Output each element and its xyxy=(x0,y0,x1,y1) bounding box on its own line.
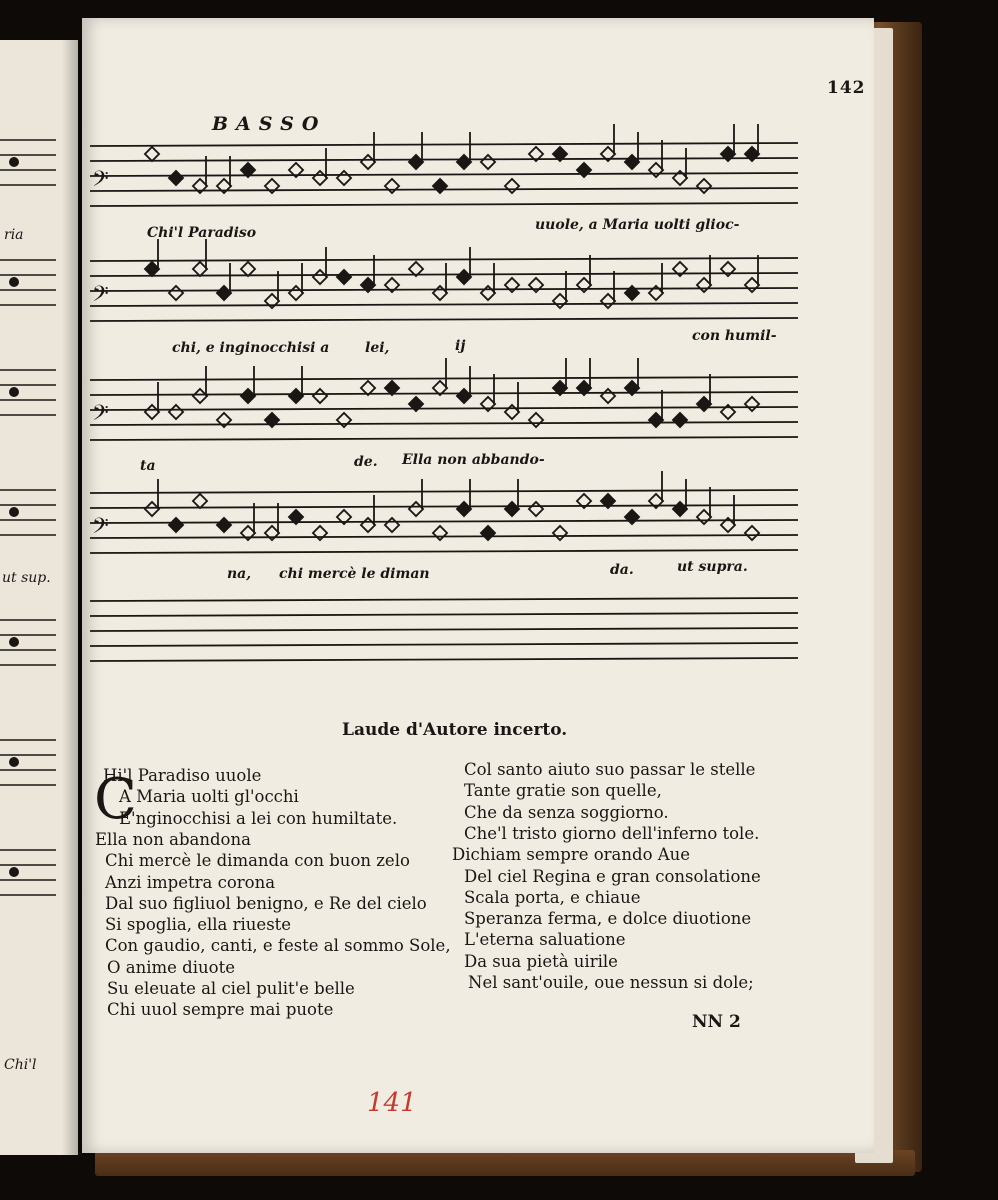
note xyxy=(481,286,495,300)
left-note xyxy=(9,637,19,647)
note xyxy=(409,502,423,516)
note xyxy=(577,163,591,177)
note xyxy=(145,405,159,419)
verse-right-3: Che da senza soggiorno. xyxy=(464,802,669,822)
lyric-3b: de. xyxy=(354,454,378,470)
note xyxy=(313,171,327,185)
lyric-4a: na, xyxy=(227,566,252,582)
note xyxy=(169,405,183,419)
note xyxy=(289,389,303,403)
staff-line xyxy=(90,143,798,146)
drop-cap: C xyxy=(94,767,137,832)
note xyxy=(745,397,759,411)
verse-right-10: Da sua pietà uirile xyxy=(464,951,618,971)
note xyxy=(145,502,159,516)
note xyxy=(169,286,183,300)
staff-line xyxy=(90,407,798,410)
note xyxy=(409,155,423,169)
staff-line xyxy=(90,158,798,161)
note xyxy=(457,389,471,403)
note xyxy=(241,262,255,276)
note xyxy=(697,510,711,524)
verse-left-5: Chi mercè le dimanda con buon zelo xyxy=(105,851,410,871)
verse-right-2: Tante gratie son quelle, xyxy=(464,781,662,801)
verse-right-11: Nel sant'ouile, oue nessun si dole; xyxy=(468,973,754,992)
poem-title: Laude d'Autore incerto. xyxy=(342,720,568,740)
staff-line xyxy=(90,598,798,601)
left-lyric-1: ria xyxy=(4,227,24,243)
note xyxy=(529,502,543,516)
note xyxy=(193,262,207,276)
note xyxy=(145,262,159,276)
note xyxy=(505,179,519,193)
staff-line xyxy=(90,173,798,176)
note xyxy=(529,413,543,427)
note xyxy=(361,155,375,169)
note xyxy=(673,413,687,427)
note xyxy=(697,278,711,292)
verse-left-10: O anime diuote xyxy=(107,957,235,977)
note xyxy=(337,270,351,284)
staff-line xyxy=(90,613,798,616)
staff-line xyxy=(90,490,798,493)
note xyxy=(313,270,327,284)
note xyxy=(649,163,663,177)
note xyxy=(217,286,231,300)
note xyxy=(433,179,447,193)
note xyxy=(313,389,327,403)
lyric-2a: chi, e inginocchisi a xyxy=(172,340,330,356)
note xyxy=(385,518,399,532)
lyric-4d: ut supra. xyxy=(677,559,748,575)
note xyxy=(241,389,255,403)
note xyxy=(337,413,351,427)
lyric-4b: chi mercè le diman xyxy=(279,566,430,582)
lyric-3a: ta xyxy=(140,458,156,474)
note xyxy=(625,510,639,524)
voice-label: BASSO xyxy=(212,113,327,135)
note xyxy=(697,397,711,411)
verse-left-7: Dal suo figliuol benigno, e Re del cielo xyxy=(105,893,427,913)
note xyxy=(457,502,471,516)
clef: 𝄢 xyxy=(92,514,109,544)
verse-left-9: Con gaudio, canti, e feste al sommo Sole, xyxy=(105,936,451,956)
note xyxy=(337,171,351,185)
note xyxy=(481,526,495,540)
verse-left-1: Hi'l Paradiso uuole xyxy=(103,766,262,785)
note xyxy=(289,286,303,300)
verse-right-5: Dichiam sempre orando Aue xyxy=(452,845,691,865)
verse-right-1: Col santo aiuto suo passar le stelle xyxy=(464,760,756,779)
left-lyric-3: Chi'l xyxy=(4,1057,37,1073)
verse-right-6: Del ciel Regina e gran consolatione xyxy=(464,866,761,886)
note xyxy=(457,155,471,169)
note xyxy=(505,502,519,516)
verse-right-4: Che'l tristo giorno dell'inferno tole. xyxy=(464,823,760,843)
note xyxy=(481,155,495,169)
verse-left-8: Si spoglia, ella riueste xyxy=(105,915,292,935)
note xyxy=(193,389,207,403)
lyric-3c: Ella non abbando- xyxy=(402,452,545,468)
verse-left-3: E'nginocchisi a lei con humiltate. xyxy=(119,808,398,828)
note xyxy=(673,502,687,516)
left-note xyxy=(9,387,19,397)
staff-line xyxy=(90,520,798,523)
music-staves xyxy=(82,18,874,718)
note xyxy=(577,278,591,292)
staff-line xyxy=(90,437,798,440)
verse-left-6: Anzi impetra corona xyxy=(105,872,276,892)
note xyxy=(697,179,711,193)
staff-line xyxy=(90,303,798,306)
left-note xyxy=(9,867,19,877)
verse-right-7: Scala porta, e chiaue xyxy=(464,887,641,907)
left-note xyxy=(9,157,19,167)
note xyxy=(601,389,615,403)
lyric-1a: Chi'l Paradiso xyxy=(147,225,257,241)
note xyxy=(601,294,615,308)
note xyxy=(385,179,399,193)
note xyxy=(745,278,759,292)
verse-right-8: Speranza ferma, e dolce diuotione xyxy=(464,909,752,929)
note xyxy=(169,518,183,532)
verse-left-2: A Maria uolti gl'occhi xyxy=(119,787,299,807)
verse-left-4: Ella non abandona xyxy=(95,829,251,849)
lyric-2c: ij xyxy=(455,338,466,354)
staff-line xyxy=(90,658,798,661)
staff-line xyxy=(90,628,798,631)
note xyxy=(193,494,207,508)
note xyxy=(217,518,231,532)
lyric-4c: da. xyxy=(610,562,634,578)
staff-line xyxy=(90,377,798,380)
staff-line xyxy=(90,643,798,646)
clef: 𝄢 xyxy=(92,282,109,312)
left-note xyxy=(9,507,19,517)
note xyxy=(745,526,759,540)
note xyxy=(649,413,663,427)
note xyxy=(433,286,447,300)
staff-line xyxy=(90,550,798,553)
staff-line xyxy=(90,422,798,425)
note xyxy=(625,155,639,169)
verse-right-9: L'eterna saluatione xyxy=(464,930,626,950)
note xyxy=(553,294,567,308)
clef: 𝄢 xyxy=(92,401,109,431)
lyric-2d: con humil- xyxy=(692,328,777,344)
verse-left-11: Su eleuate al ciel pulit'e belle xyxy=(107,979,355,998)
pencil-folio-note: 141 xyxy=(367,1088,417,1118)
note xyxy=(433,526,447,540)
left-note xyxy=(9,277,19,287)
note xyxy=(457,270,471,284)
folio-number: 142 xyxy=(827,78,866,98)
note xyxy=(169,171,183,185)
note xyxy=(553,526,567,540)
left-lyric-2: ut sup. xyxy=(2,570,51,586)
book-cover-bottom xyxy=(95,1150,915,1176)
staff-line xyxy=(90,318,798,321)
lyric-1b: uuole, a Maria uolti glioc- xyxy=(535,217,740,233)
staff-line xyxy=(90,203,798,206)
verse-left-12: Chi uuol sempre mai puote xyxy=(107,1000,334,1020)
note xyxy=(145,147,159,161)
note xyxy=(313,526,327,540)
left-note xyxy=(9,757,19,767)
clef: 𝄢 xyxy=(92,167,109,197)
note xyxy=(505,405,519,419)
signature-mark: NN 2 xyxy=(692,1012,741,1032)
staff-line xyxy=(90,258,798,261)
note xyxy=(361,518,375,532)
lyric-2b: lei, xyxy=(365,340,390,356)
